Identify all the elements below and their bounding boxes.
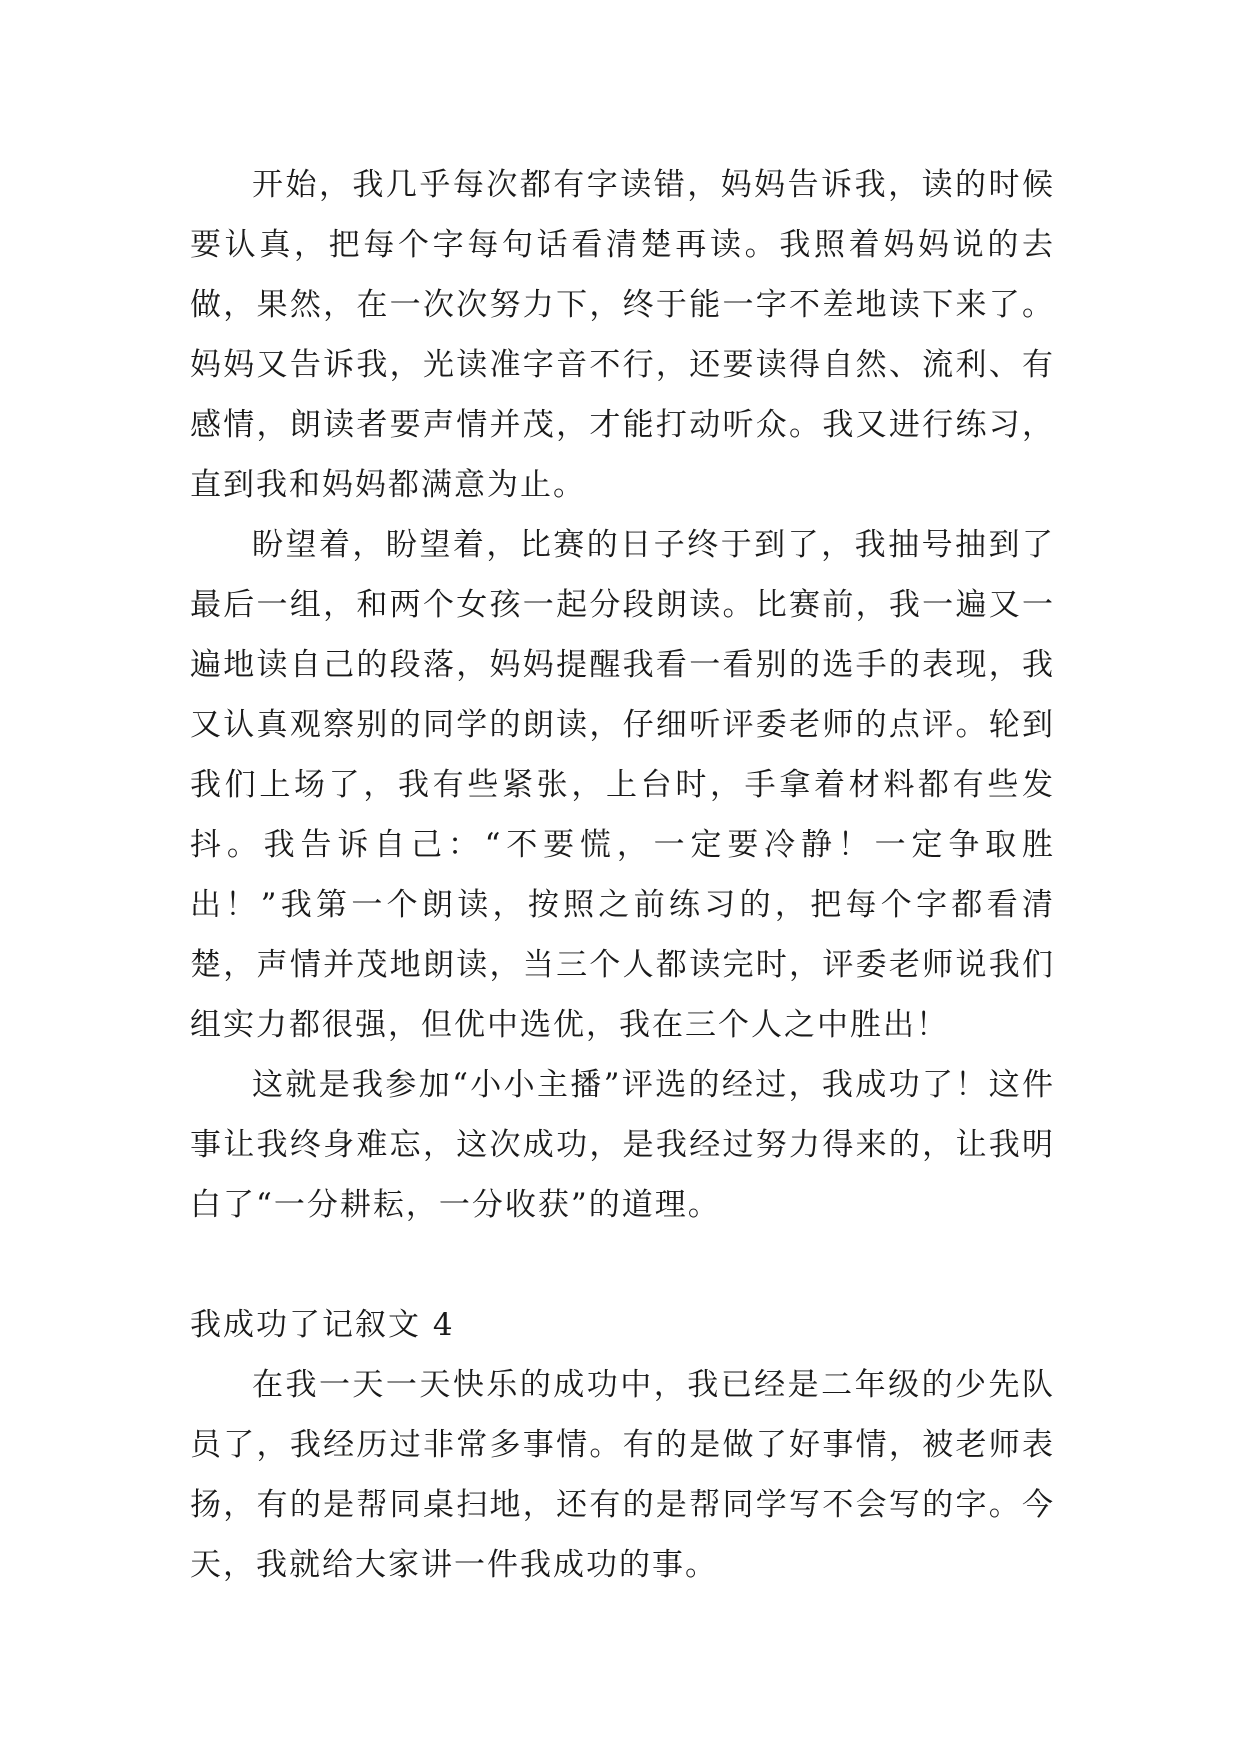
paragraph-practice: 开始，我几乎每次都有字读错，妈妈告诉我，读的时候要认真，把每个字每句话看清楚再读。我照着妈妈说的去做，果然，在一次次努力下，终于能一字不差地读下来了。妈妈又告诉我，光读准字音不行，还要读得自然、流利、有感情，朗读者要声情并茂，才能打动听众。我又进行练习，直到我和妈妈都满意为止。 — [190, 167, 1055, 503]
paragraph-intro-essay-4: 在我一天一天快乐的成功中，我已经是二年级的少先队员了，我经历过非常多事情。有的是做了好事情，被老师表扬，有的是帮同桌扫地，还有的是帮同学写不会写的字。今天，我就给大家讲一件我成功的事。 — [190, 1367, 1055, 1583]
paragraph-conclusion: 这就是我参加“小小主播”评选的经过，我成功了！这件事让我终身难忘，这次成功，是我经过努力得来的，让我明白了“一分耕耘，一分收获”的道理。 — [190, 1067, 1055, 1223]
paragraph-competition: 盼望着，盼望着，比赛的日子终于到了，我抽号抽到了最后一组，和两个女孩一起分段朗读。比赛前，我一遍又一遍地读自己的段落，妈妈提醒我看一看别的选手的表现，我又认真观察别的同学的朗读，仔细听评委老师的点评。轮到我们上场了，我有些紧张，上台时，手拿着材料都有些发抖。我告诉自己：“不要慌，一定要冷静！一定争取胜出！”我第一个朗读，按照之前练习的，把每个字都看清楚，声情并茂地朗读，当三个人都读完时，评委老师说我们组实力都很强，但优中选优，我在三个人之中胜出！ — [190, 527, 1055, 1043]
section-title: 我成功了记叙文 4 — [190, 1307, 455, 1343]
document-body — [190, 155, 1055, 1595]
